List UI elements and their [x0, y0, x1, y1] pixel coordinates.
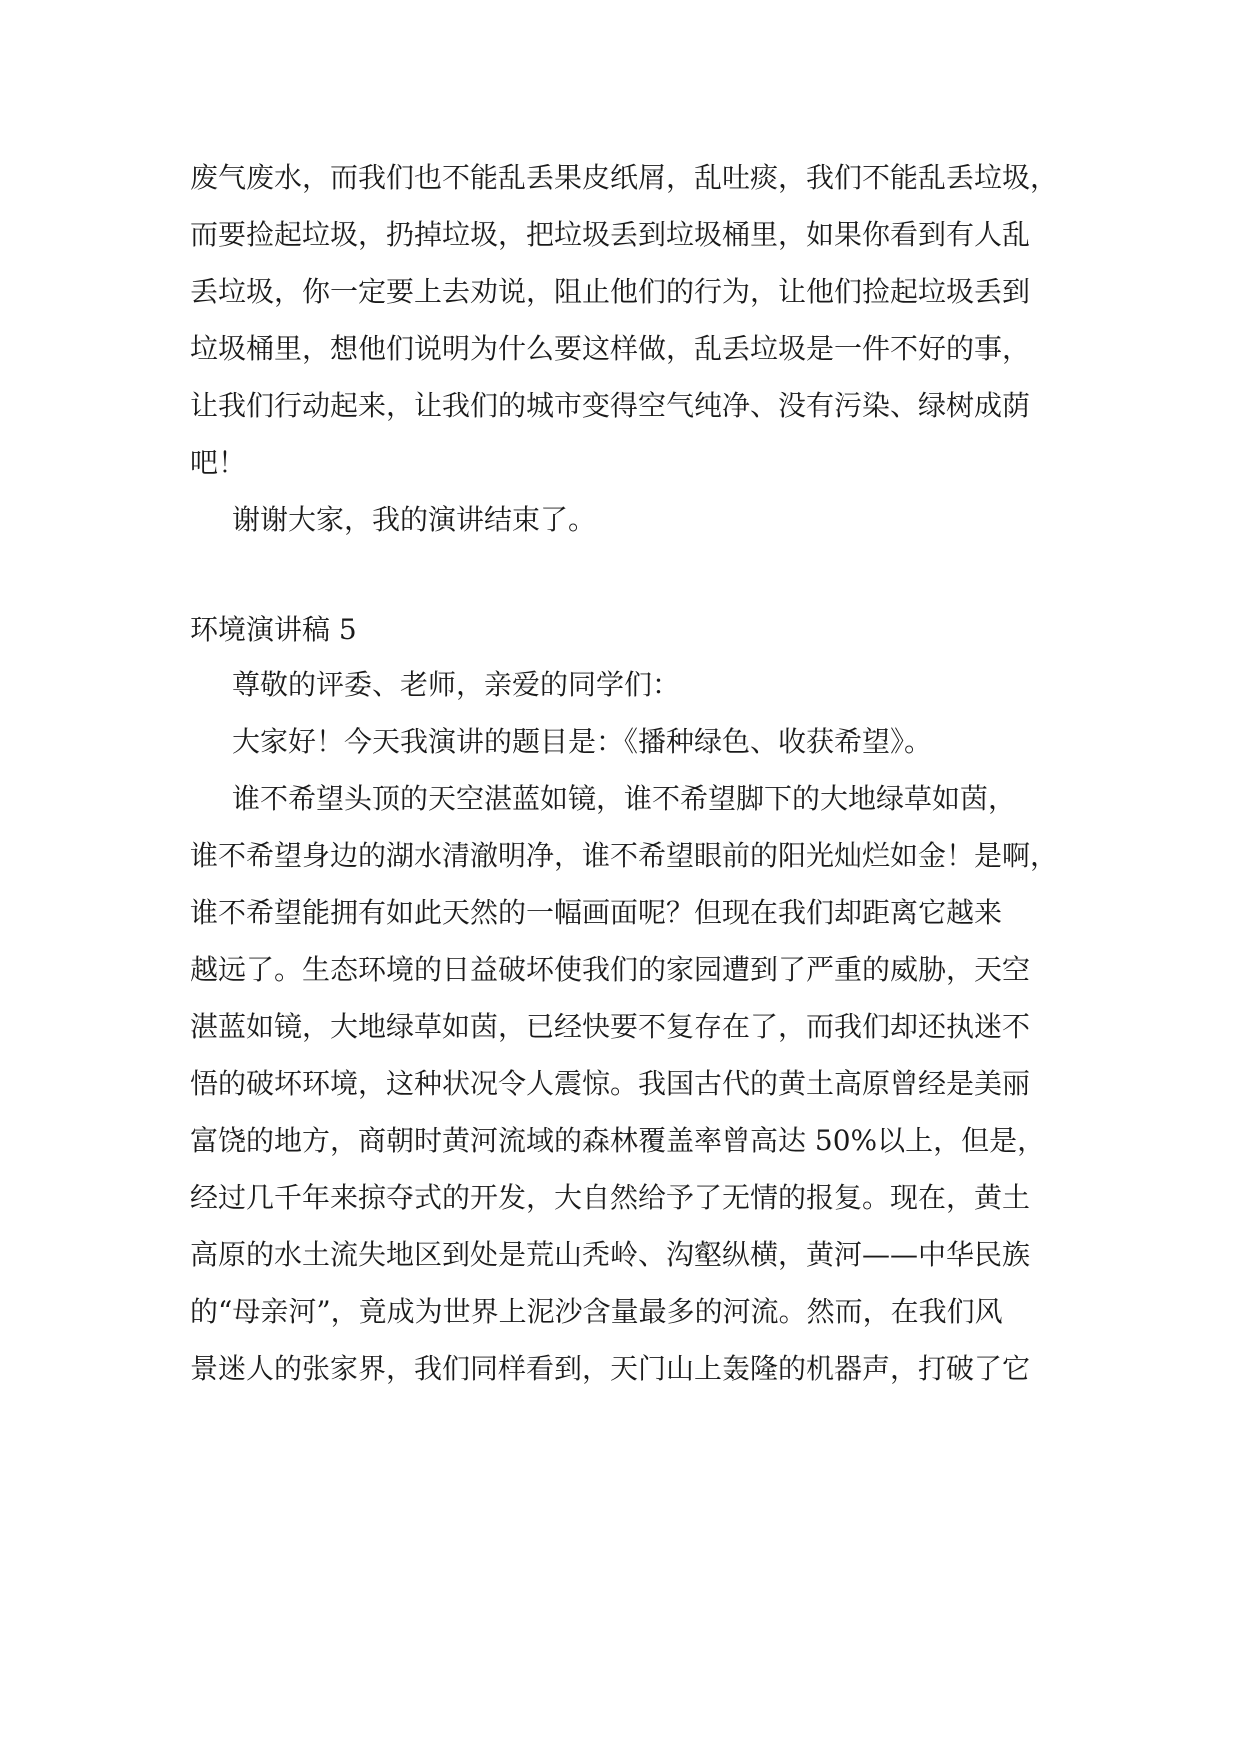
paragraph-line: 垃圾桶里，想他们说明为什么要这样做，乱丢垃圾是一件不好的事， — [190, 332, 1031, 365]
paragraph-line: 越远了。生态环境的日益破坏使我们的家园遭到了严重的威胁，天空 — [190, 953, 1031, 986]
salutation-line: 尊敬的评委、老师，亲爱的同学们： — [232, 668, 681, 701]
paragraph-line: 高原的水土流失地区到处是荒山秃岭、沟壑纵横，黄河——中华民族 — [190, 1238, 1031, 1271]
paragraph-line: 谁不希望头顶的天空湛蓝如镜，谁不希望脚下的大地绿草如茵， — [232, 782, 1017, 815]
paragraph-line: 丢垃圾，你一定要上去劝说，阻止他们的行为，让他们捡起垃圾丢到 — [190, 275, 1031, 308]
paragraph-line: 废气废水，而我们也不能乱丢果皮纸屑，乱吐痰，我们不能乱丢垃圾， — [190, 161, 1059, 194]
paragraph-line: 的“母亲河”，竟成为世界上泥沙含量最多的河流。然而，在我们风 — [190, 1295, 1003, 1328]
paragraph-line: 湛蓝如镜，大地绿草如茵，已经快要不复存在了，而我们却还执迷不 — [190, 1010, 1031, 1043]
paragraph-line: 谁不希望能拥有如此天然的一幅画面呢？但现在我们却距离它越来 — [190, 896, 1003, 929]
paragraph-line: 悟的破坏环境，这种状况令人震惊。我国古代的黄土高原曾经是美丽 — [190, 1067, 1031, 1100]
section-title: 环境演讲稿 5 — [190, 613, 357, 646]
paragraph-line: 谁不希望身边的湖水清澈明净，谁不希望眼前的阳光灿烂如金！是啊， — [190, 839, 1059, 872]
closing-line: 谢谢大家，我的演讲结束了。 — [232, 503, 597, 536]
paragraph-line: 而要捡起垃圾，扔掉垃圾，把垃圾丢到垃圾桶里，如果你看到有人乱 — [190, 218, 1031, 251]
paragraph-line: 景迷人的张家界，我们同样看到，天门山上轰隆的机器声，打破了它 — [190, 1352, 1031, 1385]
paragraph-line: 富饶的地方，商朝时黄河流域的森林覆盖率曾高达 50%以上，但是， — [190, 1124, 1046, 1157]
paragraph-line: 吧！ — [190, 446, 247, 479]
paragraph-line: 经过几千年来掠夺式的开发，大自然给予了无情的报复。现在，黄土 — [190, 1181, 1031, 1214]
greeting-line: 大家好！今天我演讲的题目是：《播种绿色、收获希望》。 — [232, 725, 933, 758]
paragraph-line: 让我们行动起来，让我们的城市变得空气纯净、没有污染、绿树成荫 — [190, 389, 1031, 422]
